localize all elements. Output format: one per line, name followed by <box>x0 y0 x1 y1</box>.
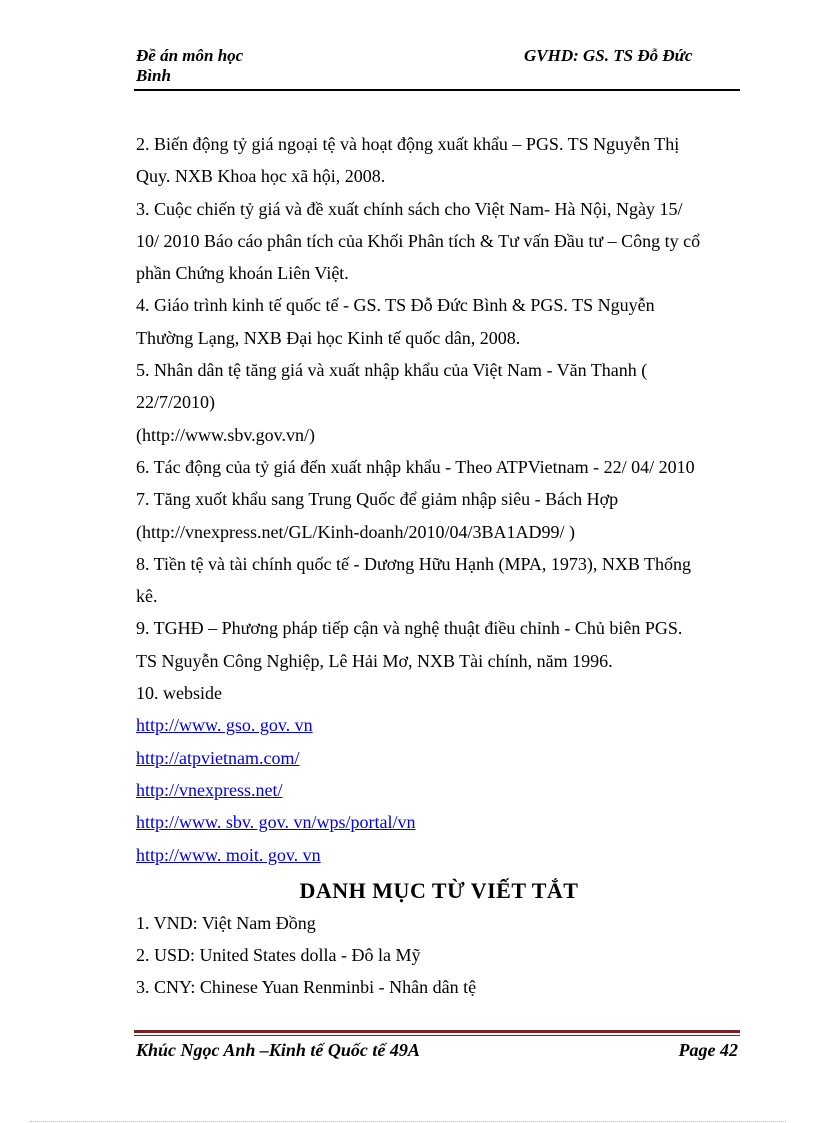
reference-line: TS Nguyễn Công Nghiệp, Lê Hải Mơ, NXB Tài chính, năm 1996. <box>136 650 613 671</box>
reference-line: 5. Nhân dân tệ tăng giá và xuất nhập khẩu của Việt Nam - Văn Thanh ( <box>136 360 648 381</box>
footer-divider-thick <box>134 1030 740 1033</box>
header-course-title <box>136 46 336 86</box>
abbreviation-item: 2. USD: United States dolla - Đô la Mỹ <box>136 945 421 966</box>
reference-line: 22/7/2010) <box>136 392 215 413</box>
website-link-list <box>136 709 742 870</box>
reference-line: (http://vnexpress.net/GL/Kinh-doanh/2010/04/3BA1AD99/ ) <box>136 521 575 542</box>
page-number: Page 42 <box>678 1040 738 1060</box>
header-course-title-line1: Đề án môn học <box>136 46 244 65</box>
reference-line: Thường Lạng, NXB Đại học Kinh tế quốc dân, 2008. <box>136 327 521 348</box>
reference-line: phần Chứng khoán Liên Việt. <box>136 263 349 284</box>
reference-line: kê. <box>136 586 158 607</box>
reference-line: 9. TGHĐ – Phương pháp tiếp cận và nghệ thuật điều chỉnh - Chủ biên PGS. <box>136 618 683 639</box>
reference-line: 3. Cuộc chiến tỷ giá và đề xuất chính sách cho Việt Nam- Hà Nội, Ngày 15/ <box>136 198 683 219</box>
page-body <box>136 128 742 1004</box>
reference-list <box>136 128 742 709</box>
footer-divider-thin <box>134 1035 740 1036</box>
abbreviation-list <box>136 907 742 1004</box>
reference-line: (http://www.sbv.gov.vn/) <box>136 424 315 445</box>
header-course-title-line2: Bình <box>136 66 171 85</box>
header-divider <box>134 89 740 91</box>
reference-line: 4. Giáo trình kinh tế quốc tế - GS. TS Đỗ Đức Bình & PGS. TS Nguyễn <box>136 295 655 316</box>
website-link-atpvietnam[interactable]: http://atpvietnam.com/ <box>136 747 300 768</box>
website-link-moit[interactable]: http://www. moit. gov. vn <box>136 844 321 865</box>
reference-line: 2. Biến động tỷ giá ngoại tệ và hoạt động xuất khẩu – PGS. TS Nguyễn Thị <box>136 134 680 154</box>
reference-line: 6. Tác động của tỷ giá đến xuất nhập khẩu - Theo ATPVietnam - 22/ 04/ 2010 <box>136 456 695 477</box>
footer-author: Khúc Ngọc Anh –Kinh tế Quốc tế 49A <box>136 1040 420 1060</box>
reference-line: 7. Tăng xuốt khẩu sang Trung Quốc để giảm nhập siêu - Bách Hợp <box>136 489 619 510</box>
reference-line: 8. Tiền tệ và tài chính quốc tế - Dương Hữu Hạnh (MPA, 1973), NXB Thống <box>136 553 692 574</box>
reference-line: 10. webside <box>136 683 222 704</box>
abbreviations-heading: DANH MỤC TỪ VIẾT TẮT <box>299 877 579 903</box>
reference-line: 10/ 2010 Báo cáo phân tích của Khối Phân tích & Tư vấn Đầu tư – Công ty cổ <box>136 230 701 251</box>
reference-line: Quy. NXB Khoa học xã hội, 2008. <box>136 166 386 187</box>
header-supervisor: GVHD: GS. TS Đỗ Đức <box>524 46 693 65</box>
website-link-sbv[interactable]: http://www. sbv. gov. vn/wps/portal/vn <box>136 812 416 833</box>
website-link-gso[interactable]: http://www. gso. gov. vn <box>136 715 313 736</box>
website-link-vnexpress[interactable]: http://vnexpress.net/ <box>136 779 283 800</box>
abbreviation-item: 3. CNY: Chinese Yuan Renminbi - Nhân dân tệ <box>136 977 477 998</box>
page-edge <box>30 1121 786 1122</box>
abbreviation-item: 1. VND: Việt Nam Đồng <box>136 912 316 933</box>
